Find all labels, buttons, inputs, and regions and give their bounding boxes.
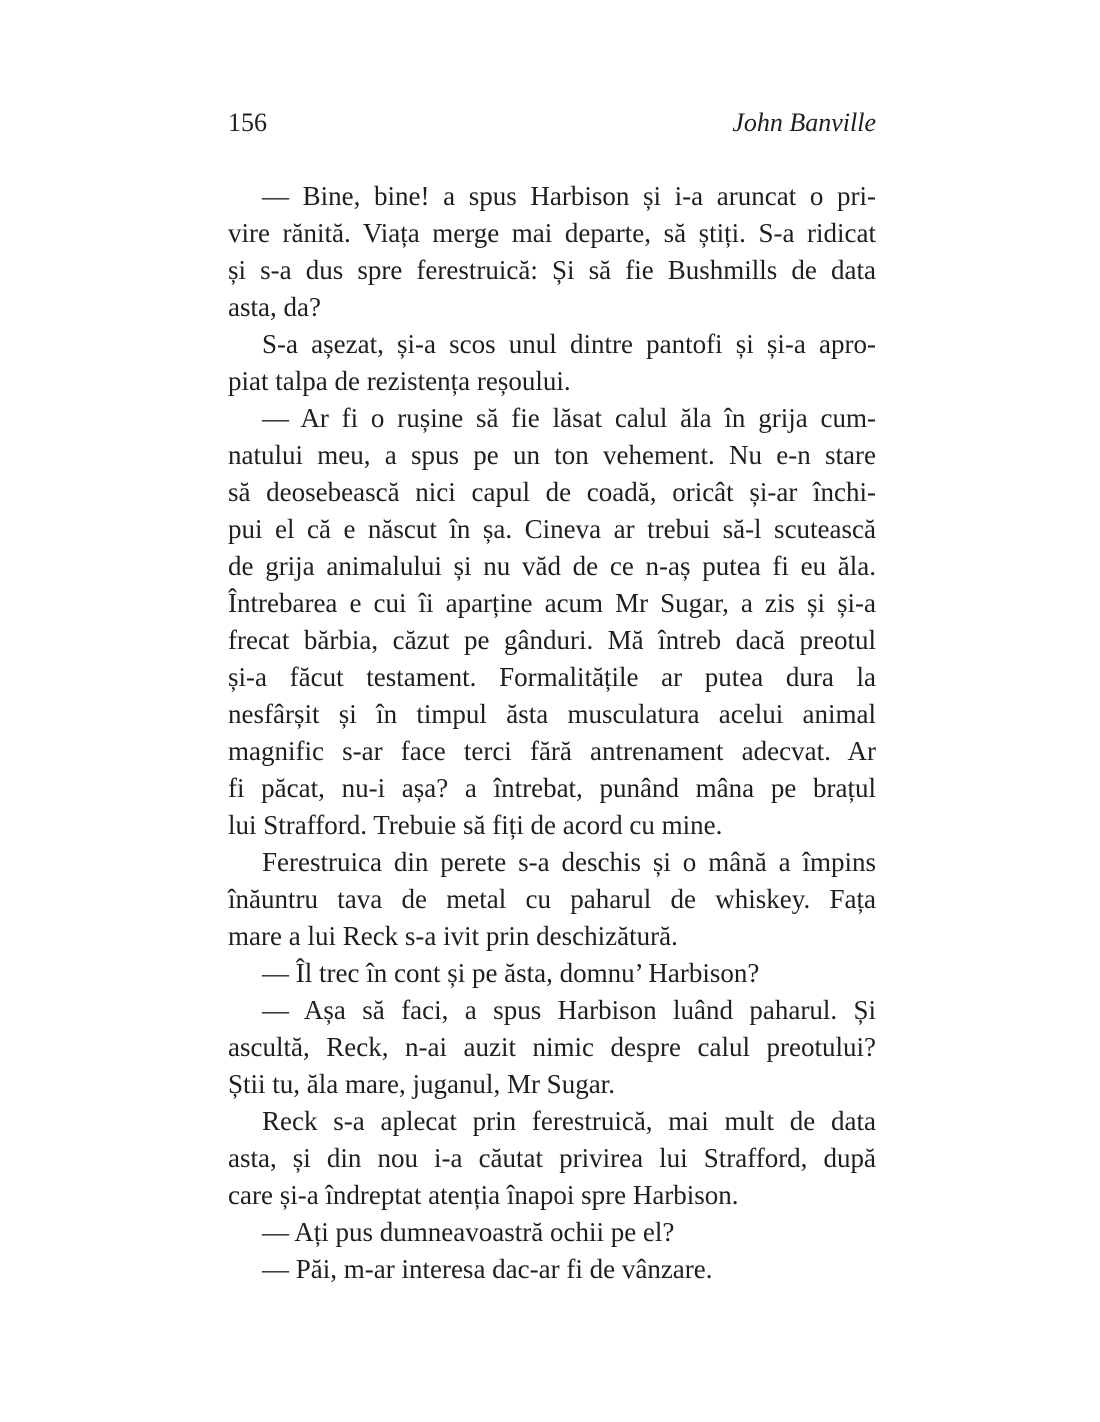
paragraph	[228, 178, 876, 326]
text-line: care și-a îndreptat atenția înapoi spre Harbison.	[228, 1180, 739, 1210]
text-line: — Ați pus dumneavoastră ochii pe el?	[262, 1217, 675, 1247]
text-line: vire rănită. Viața merge mai departe, să știți. S-a ridicat	[228, 218, 876, 248]
text-line: natului meu, a spus pe un ton vehement. Nu e-n stare	[228, 440, 876, 470]
text-line: pui el că e născut în șa. Cineva ar trebui să-l scutească	[228, 514, 876, 544]
running-head	[228, 108, 876, 138]
paragraph	[228, 1103, 876, 1214]
text-line: Ferestruica din perete s-a deschis și o mână a împins	[262, 847, 876, 877]
text-line: frecat bărbia, căzut pe gânduri. Mă întreb dacă preotul	[228, 625, 876, 655]
text-line: — Îl trec în cont și pe ăsta, domnu’ Harbison?	[262, 958, 760, 988]
paragraph	[228, 955, 876, 992]
text-line: mare a lui Reck s-a ivit prin deschizătură.	[228, 921, 678, 951]
paragraph	[228, 400, 876, 844]
page-body	[228, 178, 876, 1288]
text-line: — Ar fi o rușine să fie lăsat calul ăla în grija cum-	[262, 403, 876, 433]
text-line: — Bine, bine! a spus Harbison și i-a aruncat o pri-	[262, 181, 876, 211]
text-line: înăuntru tava de metal cu paharul de whiskey. Fața	[228, 884, 876, 914]
text-line: S-a așezat, și-a scos unul dintre pantofi și și-a apro-	[262, 329, 876, 359]
paragraph	[228, 1251, 876, 1288]
text-line: piat talpa de rezistența reșoului.	[228, 366, 571, 396]
text-line: de grija animalului și nu văd de ce n-aș putea fi eu ăla.	[228, 551, 876, 581]
running-head-author: John Banville	[732, 108, 876, 137]
text-line: Știi tu, ăla mare, juganul, Mr Sugar.	[228, 1069, 615, 1099]
text-line: — Păi, m-ar interesa dac-ar fi de vânzare.	[262, 1254, 713, 1284]
paragraph	[228, 992, 876, 1103]
text-line: lui Strafford. Trebuie să fiți de acord cu mine.	[228, 810, 723, 840]
text-line: fi păcat, nu-i așa? a întrebat, punând mâna pe brațul	[228, 773, 876, 803]
text-line: și-a făcut testament. Formalitățile ar putea dura la	[228, 662, 876, 692]
page-number: 156	[228, 108, 267, 137]
paragraph	[228, 844, 876, 955]
text-line: asta, și din nou i-a căutat privirea lui Strafford, după	[228, 1143, 876, 1173]
text-line: asta, da?	[228, 292, 321, 322]
text-line: să deosebească nici capul de coadă, oricât și-ar închi-	[228, 477, 876, 507]
text-line: și s-a dus spre ferestruică: Și să fie Bushmills de data	[228, 255, 876, 285]
paragraph	[228, 1214, 876, 1251]
text-line: magnific s-ar face terci fără antrenament adecvat. Ar	[228, 736, 876, 766]
text-line: — Așa să faci, a spus Harbison luând paharul. Și	[262, 995, 876, 1025]
text-line: nesfârșit și în timpul ăsta musculatura acelui animal	[228, 699, 876, 729]
text-line: Reck s-a aplecat prin ferestruică, mai mult de data	[262, 1106, 876, 1136]
text-line: ascultă, Reck, n-ai auzit nimic despre calul preotului?	[228, 1032, 876, 1062]
paragraph	[228, 326, 876, 400]
text-line: Întrebarea e cui îi aparține acum Mr Sugar, a zis și și-a	[228, 588, 876, 618]
